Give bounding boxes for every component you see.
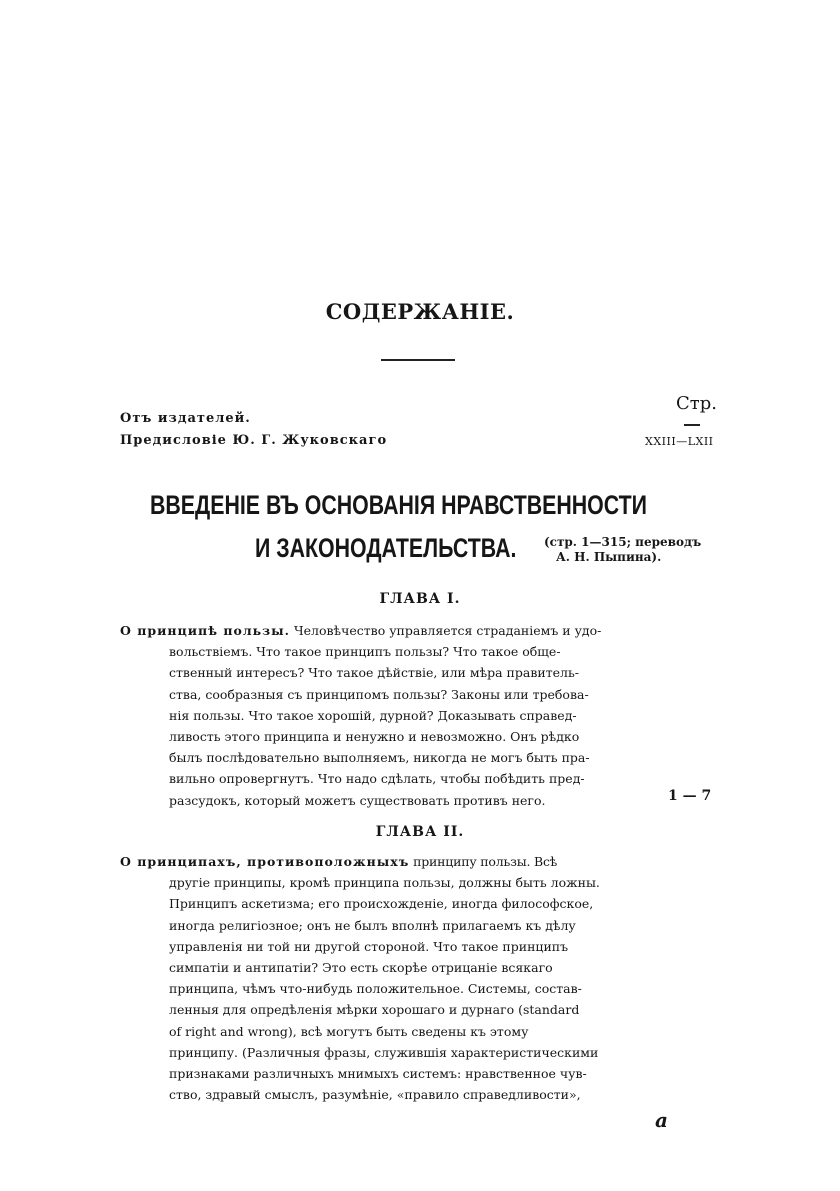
chapter-2-line: другіе принципы, кромѣ принципа пользы, должны быть ложны. <box>169 875 600 891</box>
toc-item-preface-pages: XXIII—LXII <box>645 435 714 448</box>
chapter-2-line: of right and wrong), всѣ могутъ быть сведены къ этому <box>169 1023 529 1039</box>
chapter-1-line: разсудокъ, который можетъ существовать противъ него. <box>169 792 546 808</box>
chapter-1-pages: 1 — 7 <box>668 788 712 804</box>
chapter-1-line: вольствіемъ. Что такое принципъ пользы? Что такое обще- <box>169 644 561 660</box>
chapter-1-line: Человѣчество управляется страданіемъ и удо- <box>293 623 602 638</box>
title-rule <box>381 359 455 361</box>
pages-header-dash <box>684 424 700 426</box>
chapter-2-line: принципу. (Различныя фразы, служившія характеристическими <box>169 1044 599 1060</box>
chapter-2-line: иногда религіозное; онъ не былъ вполнѣ прилагаемъ къ дѣлу <box>169 917 576 933</box>
chapter-2-line: Принципъ аскетизма; его происхожденіе, иногда философское, <box>169 896 594 912</box>
pages-column-header: Стр. <box>676 393 717 414</box>
chapter-1-line: нія пользы. Что такое хорошій, дурной? Доказывать справед- <box>169 707 577 723</box>
chapter-1-summary <box>120 620 655 811</box>
chapter-2-line: принципу пользы. Всѣ <box>413 854 558 869</box>
signature-mark: a <box>655 1108 668 1132</box>
chapter-2-line: признаками различныхъ мнимыхъ системъ: нравственное чув- <box>169 1065 587 1081</box>
chapter-1-line: былъ послѣдовательно выполняемъ, никогда не могъ быть пра- <box>169 750 590 766</box>
chapter-1-line: ливость этого принципа и ненужно и невозможно. Онъ рѣдко <box>169 728 580 744</box>
chapter-1-line: ственный интересъ? Что такое дѣйствіе, или мѣра правитель- <box>169 665 579 681</box>
work-note-line-2: А. Н. Пыпина). <box>556 550 662 564</box>
chapter-2-summary <box>120 851 660 1105</box>
chapter-2-line: ство, здравый смыслъ, разумѣніе, «правило справедливости», <box>169 1087 581 1103</box>
toc-item-preface: Предисловіе Ю. Г. Жуковскаго <box>120 433 388 448</box>
chapter-1-line: вильно опровергнутъ. Что надо сдѣлать, чтобы побѣдить пред- <box>169 771 585 787</box>
chapter-2-heading: ГЛАВА II. <box>375 824 465 840</box>
chapter-1-heading: ГЛАВА I. <box>379 591 461 607</box>
chapter-1-line: ства, сообразныя съ принципомъ пользы? Законы или требова- <box>169 686 589 702</box>
work-title-line-2: И ЗАКОНОДАТЕЛЬСТВА. <box>255 533 517 563</box>
chapter-2-line: ленныя для опредѣленія мѣрки хорошаго и дурнаго (standard <box>169 1002 580 1018</box>
chapter-2-line: управленія ни той ни другой стороной. Что такое принципъ <box>169 938 569 954</box>
page-title: СОДЕРЖАНІЕ. <box>325 299 515 324</box>
chapter-2-lead: О принципахъ, противоположныхъ <box>120 854 410 869</box>
chapter-2-line: принципа, чѣмъ что-нибудь положительное. Системы, состав- <box>169 981 582 997</box>
chapter-1-lead: О принципѣ пользы. <box>120 623 290 638</box>
work-note-line-1: (стр. 1—315; переводъ <box>544 535 702 549</box>
chapter-2-line: симпатіи и антипатіи? Это есть скорѣе отрицаніе всякаго <box>169 959 553 975</box>
work-title-line-1: ВВЕДЕНІЕ ВЪ ОСНОВАНІЯ НРАВСТВЕННОСТИ <box>150 490 647 520</box>
toc-item-publishers: Отъ издателей. <box>120 411 251 426</box>
